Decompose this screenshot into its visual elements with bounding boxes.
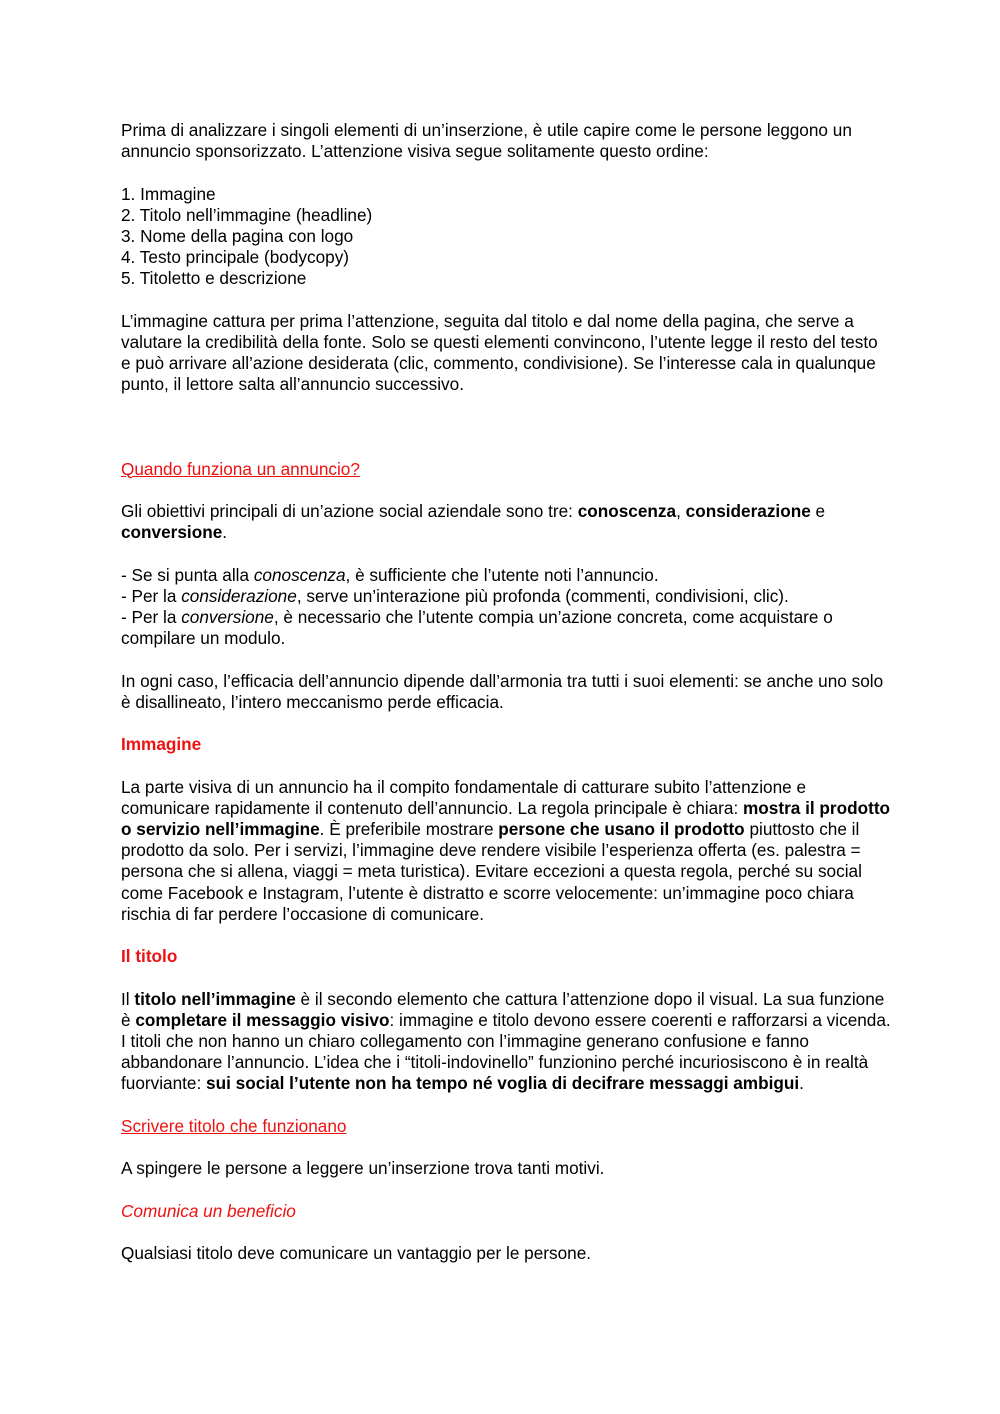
text-run: piuttosto che il prodotto da solo. Per i servizi, l’immagine deve rendere visibile l’esperienza offerta (es. palestra = persona che si allena, viaggi = meta turistica). Evitare eccezioni a questa regola, perché su social come Facebook e Instagram, l’utente è distratto e scorre velocemente: un’immagine poco chiara rischia di far perdere l’occasione di comunicare. xyxy=(121,818,862,924)
heading-text: Comunica un beneficio xyxy=(121,1200,296,1221)
text-run: , serve un’interazione più profonda (commenti, condivisioni, clic). xyxy=(296,585,789,606)
bold-term: sui social l’utente non ha tempo né voglia di decifrare messaggi ambigui xyxy=(206,1073,800,1094)
order-list-item: 3. Nome della pagina con logo xyxy=(121,226,354,246)
section-heading-scrivere: Scrivere titolo che funzionano xyxy=(121,1115,347,1136)
text-run: è il secondo elemento che cattura l’attenzione dopo il visual. La sua funzione è xyxy=(121,988,885,1030)
goal-bullet xyxy=(121,607,891,649)
text-run: La parte visiva di un annuncio ha il compito fondamentale di catturare subito l’attenzione e comunicare rapidamente il contenuto dell’annuncio. La regola principale è chiara: xyxy=(121,776,807,818)
spacer xyxy=(121,162,891,183)
text-run: , è necessario che l’utente compia un’azione concreta, come acquistare o compilare un modulo. xyxy=(121,607,833,649)
document-body xyxy=(121,120,891,1264)
section-heading-immagine xyxy=(121,734,891,755)
spacer xyxy=(121,649,891,670)
order-list-item: 2. Titolo nell’immagine (headline) xyxy=(121,204,373,225)
bold-term: titolo nell’immagine xyxy=(134,988,296,1009)
spacer xyxy=(121,1137,891,1158)
spacer xyxy=(121,925,891,946)
spacer xyxy=(121,543,891,564)
attention-paragraph: L’immagine cattura per prima l’attenzione, seguita dal titolo e dal nome della pagina, che serve a valutare la credibilità della fonte. Solo se questi elementi convincono, l’utente legge il resto del testo e può arrivare all’azione desiderata (clic, commento, condivisione). Se l’interesse cala in qualunque punto, il lettore salta all’annuncio successivo. xyxy=(121,310,878,395)
text-run: - Se si punta alla xyxy=(121,564,254,585)
bold-term: considerazione xyxy=(685,501,811,521)
spacer xyxy=(121,1222,891,1243)
bold-term: persone che usano il prodotto xyxy=(498,818,745,839)
spacer xyxy=(121,480,891,501)
text-run: - Per la xyxy=(121,607,182,627)
section-heading-titolo xyxy=(121,946,891,967)
intro-paragraph: Prima di analizzare i singoli elementi di un’inserzione, è utile capire come le persone leggono un annuncio sponsorizzato. L’attenzione visiva segue solitamente questo ordine: xyxy=(121,120,852,162)
italic-term: considerazione xyxy=(181,585,297,606)
bold-term: conversione xyxy=(121,522,223,543)
text-run: : immagine e titolo devono essere coerenti e rafforzarsi a vicenda. I titoli che non hanno un chiaro collegamento con l’immagine generano confusione e fanno abbandonare l’annuncio. L’idea che i “titoli-indovinello” funzionino perché incuriosiscono è in realtà fuorviante: xyxy=(121,1009,891,1094)
titolo-paragraph xyxy=(121,989,891,1095)
conclusion-paragraph: In ogni caso, l’efficacia dell’annuncio dipende dall’armonia tra tutti i suoi elementi: se anche uno solo è disallineato, l’intero meccanismo perde efficacia. xyxy=(121,670,884,712)
text-run: . xyxy=(222,522,228,543)
bold-term: conoscenza xyxy=(577,501,677,521)
text-run: . xyxy=(799,1073,804,1094)
spacer xyxy=(121,755,891,776)
text-run: , xyxy=(676,501,686,521)
italic-term: conoscenza xyxy=(253,564,346,585)
spacer xyxy=(121,1095,891,1116)
goal-bullet xyxy=(121,586,891,607)
spacer xyxy=(121,713,891,734)
spacer xyxy=(121,290,891,311)
section-heading-quando: Quando funziona un annuncio? xyxy=(121,458,360,479)
heading-text: Il titolo xyxy=(121,946,178,967)
order-list-item: 4. Testo principale (bodycopy) xyxy=(121,247,350,268)
spacer xyxy=(121,1179,891,1200)
text-run: Il xyxy=(121,988,135,1009)
goal-bullet xyxy=(121,565,891,586)
obiettivi-paragraph xyxy=(121,501,891,543)
beneficio-paragraph: Qualsiasi titolo deve comunicare un vantaggio per le persone. xyxy=(121,1242,592,1263)
text-run: e xyxy=(810,501,826,521)
bold-term: completare il messaggio visivo xyxy=(135,1009,390,1030)
bold-term: mostra il prodotto o servizio nell’immagine xyxy=(121,797,891,839)
scrivere-paragraph: A spingere le persone a leggere un’inserzione trova tanti motivi. xyxy=(121,1158,605,1179)
spacer xyxy=(121,396,891,459)
order-list-item: 1. Immagine xyxy=(121,183,216,204)
text-run: Gli obiettivi principali di un’azione social aziendale sono tre: xyxy=(121,501,578,521)
text-run: - Per la xyxy=(121,585,182,606)
text-run: . È preferibile mostrare xyxy=(319,818,499,839)
text-run: , è sufficiente che l’utente noti l’annuncio. xyxy=(345,564,659,585)
spacer xyxy=(121,967,891,988)
immagine-paragraph xyxy=(121,777,891,925)
order-list-item: 5. Titoletto e descrizione xyxy=(121,268,307,289)
subheading-beneficio xyxy=(121,1201,891,1222)
italic-term: conversione xyxy=(181,607,274,627)
heading-text: Immagine xyxy=(121,734,202,755)
